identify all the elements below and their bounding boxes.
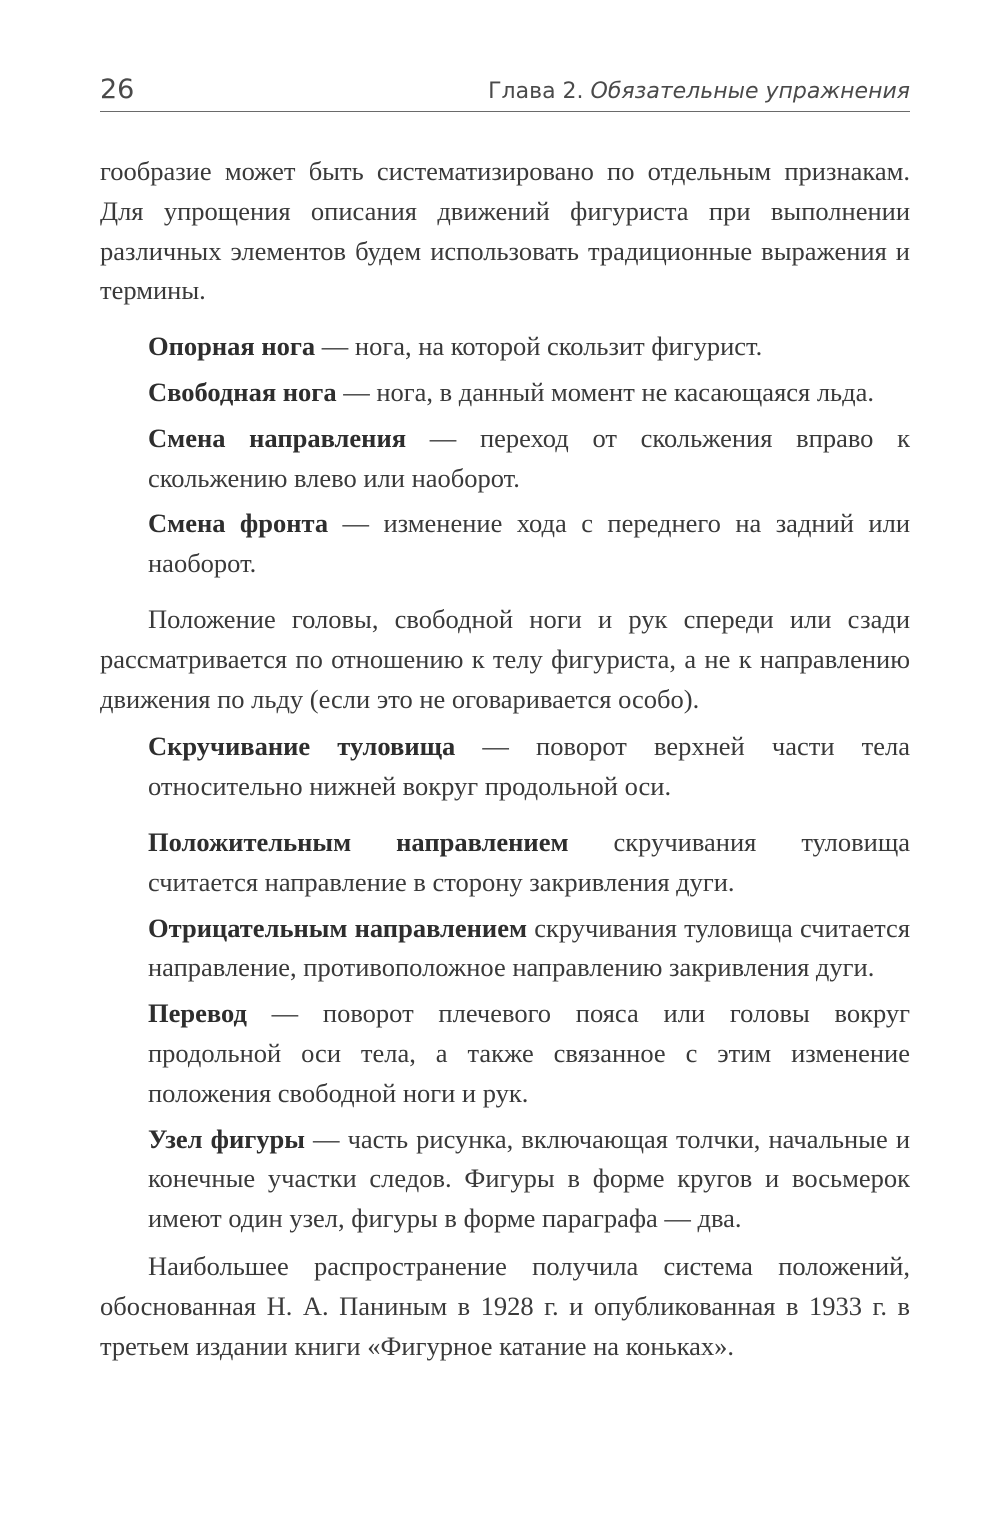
definition-item [148,373,910,413]
definition-text: — поворот верхней части тела относительно нижней вокруг продольной оси. [148,731,910,802]
definition-text: — переход от скольжения вправо к скольжению влево или наоборот. [148,422,910,493]
closing-paragraph: Наибольшее распространение получила система положений, обоснованная Н. А. Паниным в 1928 г. и опубликованная в 1933 г. в третьем издании книги «Фигурное катание на коньках». [100,1250,910,1361]
definition-item [148,823,910,903]
definition-item [148,504,910,584]
intro-paragraph: гообразие может быть систематизировано по отдельным признакам. Для упрощения описания движений фигуриста при выполнении различных элементов будем использовать традиционные выражения и термины. [100,156,910,306]
page-header [100,74,910,114]
header-rule [100,111,910,112]
definition-text: — часть рисунка, включающая толчки, начальные и конечные участки следов. Фигуры в форме кругов и восьмерок имеют один узел, фигуры в форме параграфа — два. [148,1123,910,1234]
definition-item [148,909,910,989]
definition-item [148,327,910,367]
definition-term: Опорная нога [148,331,316,362]
definition-term: Скручивание туловища [148,731,456,762]
definition-text: скручивания туловища считается направление, противоположное направлению закривления дуги. [148,912,911,983]
chapter-label: Глава 2. [488,79,591,104]
definition-term: Положительным направлением [148,826,569,857]
definition-term: Узел фигуры [148,1123,305,1154]
definition-item [148,1120,910,1239]
definition-term: Свободная нога [148,376,337,407]
definition-item [148,994,910,1113]
definition-text: — нога, в данный момент не касающаяся льда. [336,376,875,407]
definition-item [148,727,910,807]
body-paragraph: Положение головы, свободной ноги и рук спереди или сзади рассматривается по отношению к телу фигуриста, а не к направлению движения по льду (если это не оговаривается особо). [100,603,910,714]
page-number: 26 [100,74,135,105]
chapter-title: Обязательные упражнения [590,79,910,104]
definition-item [148,419,910,499]
definition-text: — поворот плечевого пояса или головы вокруг продольной оси тела, а также связанное с этим изменение положения свободной ноги и рук. [148,998,910,1108]
definition-term: Смена фронта [148,508,329,539]
definition-term: Отрицательным направлением [148,912,528,943]
page-body [100,152,910,1366]
definition-term: Перевод [148,998,247,1029]
running-head [488,78,910,106]
definition-text: скручивания туловища считается направление в сторону закривления дуги. [148,826,910,897]
definition-text: — изменение хода с переднего на задний или наоборот. [148,508,910,579]
definition-term: Смена направления [148,422,407,453]
definition-text: — нога, на которой скользит фигурист. [315,331,763,362]
